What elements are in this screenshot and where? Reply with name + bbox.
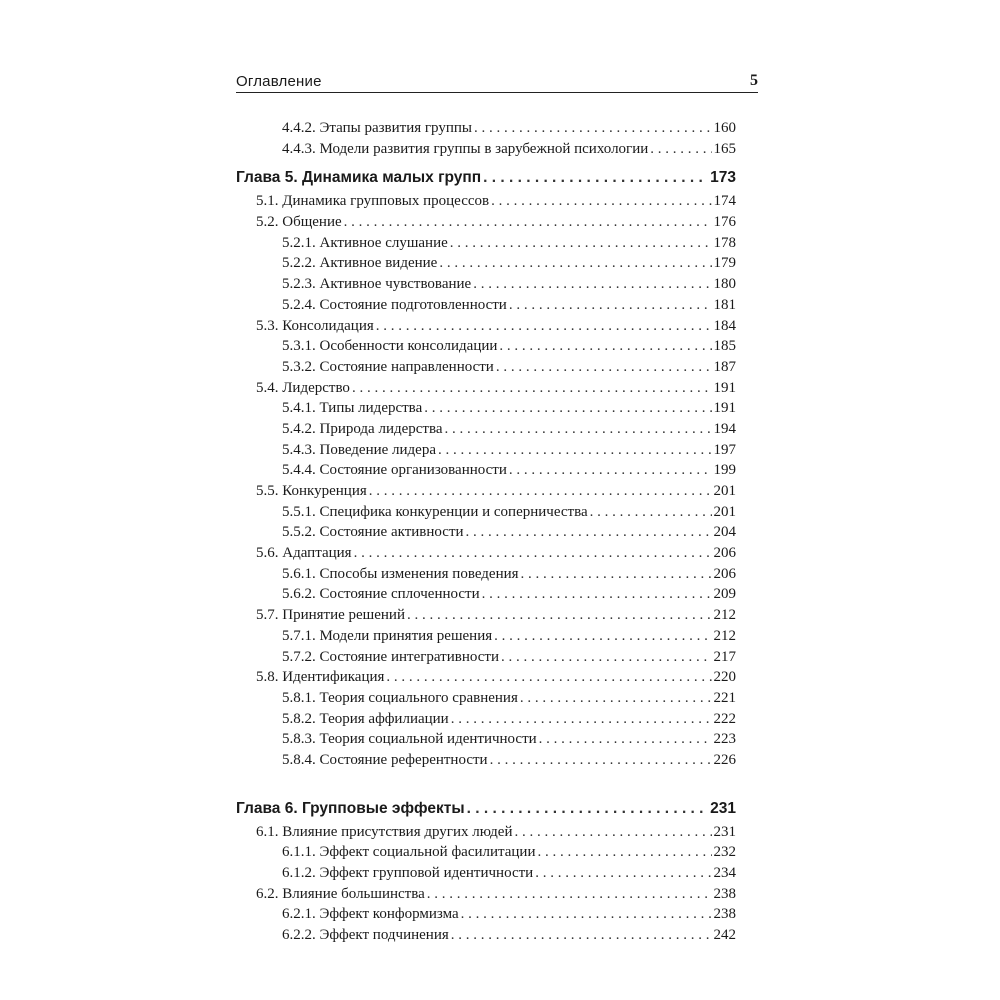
toc-entry-label: 4.4.2. Этапы развития группы [282,120,472,136]
toc-entry-page: 234 [713,865,736,881]
running-header-title: Оглавление [236,73,322,90]
toc-subsection-entry [236,750,736,771]
toc-subsection-entry [236,398,736,419]
dot-leader [514,822,711,843]
toc-entry-page: 212 [713,607,736,624]
toc-subsection-entry [236,709,736,730]
toc-section-entry [236,543,736,564]
toc-entry-page: 191 [713,400,736,417]
toc-entry-page: 242 [713,927,736,944]
toc-entry-label: 5.4.1. Типы лидерства [282,400,423,417]
toc-entry-label: 5.3. Консолидация [256,317,374,334]
toc-entry-page: 209 [713,586,736,603]
dot-leader [461,904,712,925]
toc-subsection-entry [236,274,736,295]
toc-entry-page: 238 [713,885,736,902]
dot-leader [376,316,712,337]
dot-leader [438,440,712,461]
toc-entry-label: 5.3.1. Особенности консолидации [282,338,498,355]
toc-entry-label: 6.2. Влияние большинства [256,885,425,902]
toc-entry-page: 206 [713,545,736,562]
dot-leader [494,626,711,647]
dot-leader [451,709,712,730]
toc-subsection-entry [236,336,736,357]
dot-leader [482,584,712,605]
toc-entry-page: 217 [713,648,736,665]
dot-leader [538,842,712,863]
toc-chapter-entry [236,166,736,190]
toc-entry-label: 5.4.3. Поведение лидера [282,441,436,458]
toc-section-entry [236,378,736,399]
toc-entry-page: 176 [713,214,736,231]
toc-subsection-entry [236,295,736,316]
toc-entry-label: 6.2.1. Эффект конформизма [282,906,459,923]
toc-entry-page: 160 [713,120,736,136]
toc-entry-page: 226 [713,751,736,768]
toc-subsection-entry [236,522,736,543]
toc-entry-label: 5.7. Принятие решений [256,607,405,624]
dot-leader [439,253,711,274]
toc-entry-page: 201 [713,483,736,499]
toc-entry-label: 5.1. Динамика групповых процессов [256,193,490,210]
toc-entry-page: 174 [713,193,736,210]
toc-entry-label: 5.8.4. Состояние референтности [282,751,488,768]
toc-section-entry [236,605,736,626]
toc-entry-page: 179 [713,255,736,272]
dot-leader [451,925,712,946]
dot-leader [467,797,709,821]
toc-entry-label: 5.2.2. Активное видение [282,255,438,272]
toc-entry-page: 231 [710,799,736,817]
dot-leader [474,118,712,139]
dot-leader [427,884,712,905]
toc-entry-label: 5.7.2. Состояние интегративности [282,648,499,665]
dot-leader [407,605,712,626]
toc-entry-page: 165 [713,140,736,157]
dot-leader [369,481,712,502]
table-of-contents [236,118,736,946]
toc-entry-label: 5.8.1. Теория социального сравнения [282,689,518,706]
toc-entry-label: 5.3.2. Состояние направленности [282,358,494,375]
toc-chapter-entry [236,797,736,821]
toc-entry-label: 6.2.2. Эффект подчинения [282,927,449,944]
dot-leader [539,729,712,750]
dot-leader [473,274,711,295]
toc-entry-page: 173 [710,169,736,187]
toc-entry-page: 220 [713,669,736,686]
page-number: 5 [750,72,758,89]
dot-leader [490,750,712,771]
toc-entry-page: 187 [713,358,736,375]
dot-leader [650,139,711,160]
toc-subsection-entry [236,647,736,668]
toc-subsection-entry [236,904,736,925]
dot-leader [496,357,712,378]
dot-leader [354,543,712,564]
toc-subsection-entry [236,564,736,585]
toc-entry-label: 6.1. Влияние присутствия других людей [256,823,513,840]
toc-subsection-entry [236,502,736,523]
toc-entry-label: 5.5. Конкуренция [256,483,367,499]
toc-entry-page: 197 [713,441,736,458]
toc-section-entry [236,316,736,337]
dot-leader [386,667,711,688]
toc-entry-page: 238 [713,906,736,923]
toc-section-entry [236,212,736,233]
toc-subsection-entry [236,688,736,709]
toc-subsection-entry [236,253,736,274]
toc-entry-label: 5.7.1. Модели принятия решения [282,627,493,644]
toc-entry-page: 206 [713,565,736,582]
toc-entry-label: 5.4.4. Состояние организованности [282,462,507,479]
toc-entry-label: 5.4.2. Природа лидерства [282,420,443,437]
toc-section-entry [236,667,736,688]
toc-entry-page: 184 [713,317,736,334]
dot-leader [520,688,712,709]
toc-entry-page: 199 [713,462,736,479]
dot-leader [344,212,712,233]
toc-entry-label: 4.4.3. Модели развития группы в зарубежной психологии [282,140,649,157]
toc-entry-page: 232 [713,844,736,861]
dot-leader [424,398,711,419]
toc-section-entry [236,191,736,212]
toc-entry-page: 231 [713,823,736,840]
toc-entry-label: 5.2.3. Активное чувствование [282,276,472,293]
toc-subsection-entry [236,925,736,946]
dot-leader [352,378,712,399]
toc-entry-label: 5.8.3. Теория социальной идентичности [282,731,537,748]
dot-leader [509,295,712,316]
toc-entry-label: Глава 5. Динамика малых групп [236,169,482,187]
toc-entry-label: 5.6.1. Способы изменения поведения [282,565,519,582]
toc-subsection-entry [236,118,736,139]
dot-leader [499,336,711,357]
toc-section-entry [236,481,736,502]
dot-leader [445,419,712,440]
dot-leader [483,166,708,190]
toc-subsection-entry [236,729,736,750]
toc-subsection-entry [236,357,736,378]
toc-entry-page: 212 [713,627,736,644]
toc-entry-label: 5.5.2. Состояние активности [282,524,464,541]
toc-entry-page: 181 [713,296,736,313]
dot-leader [590,502,712,523]
toc-subsection-entry [236,626,736,647]
toc-entry-label: 5.4. Лидерство [256,379,350,396]
toc-subsection-entry [236,842,736,863]
dot-leader [501,647,712,668]
dot-leader [509,460,712,481]
toc-entry-page: 180 [713,276,736,293]
dot-leader [535,863,711,884]
toc-entry-label: 6.1.2. Эффект групповой идентичности [282,865,534,881]
toc-section-entry [236,822,736,843]
toc-entry-page: 178 [713,234,736,251]
dot-leader [491,191,711,212]
toc-entry-page: 185 [713,338,736,355]
toc-subsection-entry [236,419,736,440]
toc-subsection-entry [236,440,736,461]
toc-subsection-entry [236,863,736,884]
toc-subsection-entry [236,460,736,481]
toc-subsection-entry [236,584,736,605]
toc-entry-page: 221 [713,689,736,706]
toc-entry-page: 191 [713,379,736,396]
toc-entry-label: 5.6. Адаптация [256,545,352,562]
running-header [236,70,758,93]
toc-entry-page: 222 [713,710,736,727]
toc-entry-label: 6.1.1. Эффект социальной фасилитации [282,844,536,861]
toc-section-entry [236,884,736,905]
dot-leader [466,522,712,543]
toc-entry-page: 204 [713,524,736,541]
toc-entry-label: Глава 6. Групповые эффекты [236,799,465,817]
toc-entry-label: 5.8. Идентификация [256,669,385,686]
toc-entry-label: 5.8.2. Теория аффилиации [282,710,449,727]
toc-subsection-entry [236,233,736,254]
toc-entry-label: 5.2.1. Активное слушание [282,234,448,251]
toc-entry-page: 201 [713,503,736,520]
toc-entry-label: 5.5.1. Специфика конкуренции и соперничества [282,503,588,520]
dot-leader [450,233,712,254]
toc-entry-label: 5.2.4. Состояние подготовленности [282,296,507,313]
toc-subsection-entry [236,139,736,160]
toc-entry-page: 223 [713,731,736,748]
dot-leader [521,564,712,585]
toc-entry-label: 5.6.2. Состояние сплоченности [282,586,480,603]
toc-entry-page: 194 [713,420,736,437]
toc-entry-label: 5.2. Общение [256,214,342,231]
